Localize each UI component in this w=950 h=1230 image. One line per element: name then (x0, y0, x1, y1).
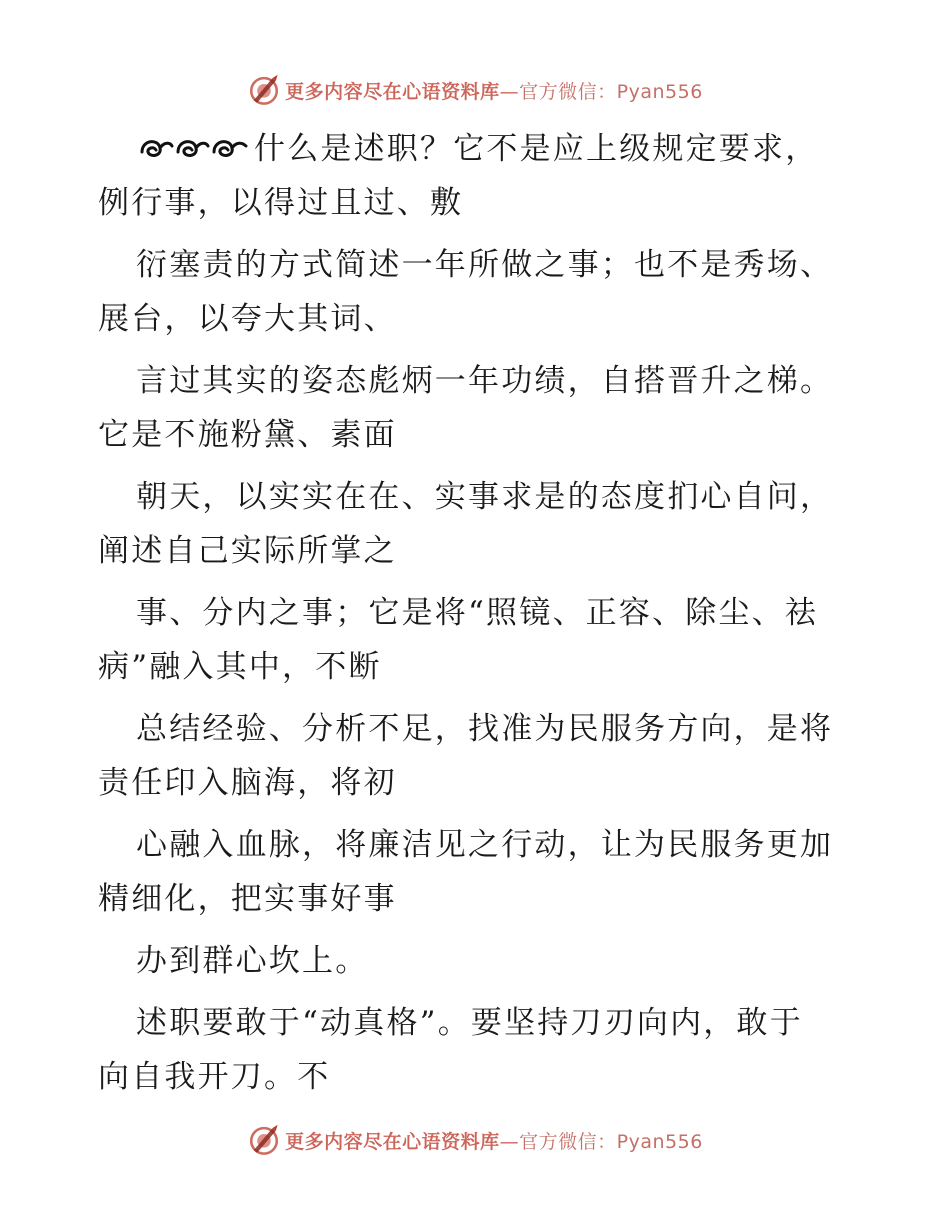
paragraph-line: 总结经验、分析不足，找准为民服务方向，是将 (136, 711, 834, 747)
paragraph-4 (98, 470, 858, 578)
watermark-prefix: 更多内容尽在心语资料库 (285, 1130, 500, 1153)
paragraph-8 (98, 934, 858, 988)
paragraph-9 (98, 996, 858, 1104)
paragraph-line (98, 122, 858, 176)
paragraph-line: 病”融入其中，不断 (98, 649, 382, 685)
paragraph-3 (98, 354, 858, 462)
watermark-prefix: 更多内容尽在心语资料库 (285, 80, 500, 103)
watermark-suffix: 官方微信：Pyan556 (519, 80, 703, 103)
footer-watermark (0, 1120, 950, 1160)
watermark-dash: — (499, 80, 520, 103)
paragraph-line: 朝天，以实实在在、实事求是的态度扪心自问， (136, 479, 834, 515)
paragraph-line: 向自我开刀。不 (98, 1059, 331, 1095)
paragraph-line: 事、分内之事；它是将“照镜、正容、除尘、祛 (136, 595, 819, 631)
paragraph-6 (98, 702, 858, 810)
watermark-dash: — (499, 1130, 520, 1153)
document-body (98, 122, 858, 1104)
paragraph-5 (98, 586, 858, 694)
paragraph-2 (98, 238, 858, 346)
paragraph-line: 展台，以夸大其词、 (98, 301, 397, 337)
paragraph-line-text: 什么是述职？它不是应上级规定要求， (254, 131, 819, 167)
ornament-icon (136, 132, 254, 162)
paragraph-line: 责任印入脑海，将初 (98, 765, 397, 801)
watermark-text (285, 77, 703, 104)
paragraph-line: 办到群心坎上。 (136, 943, 369, 979)
paragraph-7 (98, 818, 858, 926)
paragraph-line: 衍塞责的方式简述一年所做之事；也不是秀场、 (136, 247, 834, 283)
pen-logo-icon (247, 73, 281, 107)
paragraph-1 (98, 122, 858, 230)
paragraph-line: 阐述自己实际所掌之 (98, 533, 397, 569)
paragraph-line: 精细化，把实事好事 (98, 881, 397, 917)
header-watermark (0, 70, 950, 110)
pen-logo-icon (247, 1123, 281, 1157)
paragraph-line: 心融入血脉，将廉洁见之行动，让为民服务更加 (136, 827, 834, 863)
watermark-suffix: 官方微信：Pyan556 (519, 1130, 703, 1153)
paragraph-line: 言过其实的姿态彪炳一年功绩，自搭晋升之梯。 (136, 363, 834, 399)
watermark-text (285, 1127, 703, 1154)
paragraph-line: 它是不施粉黛、素面 (98, 417, 397, 453)
paragraph-line: 例行事，以得过且过、敷 (98, 185, 464, 221)
paragraph-line: 述职要敢于“动真格”。要坚持刀刃向内，敢于 (136, 1005, 803, 1041)
